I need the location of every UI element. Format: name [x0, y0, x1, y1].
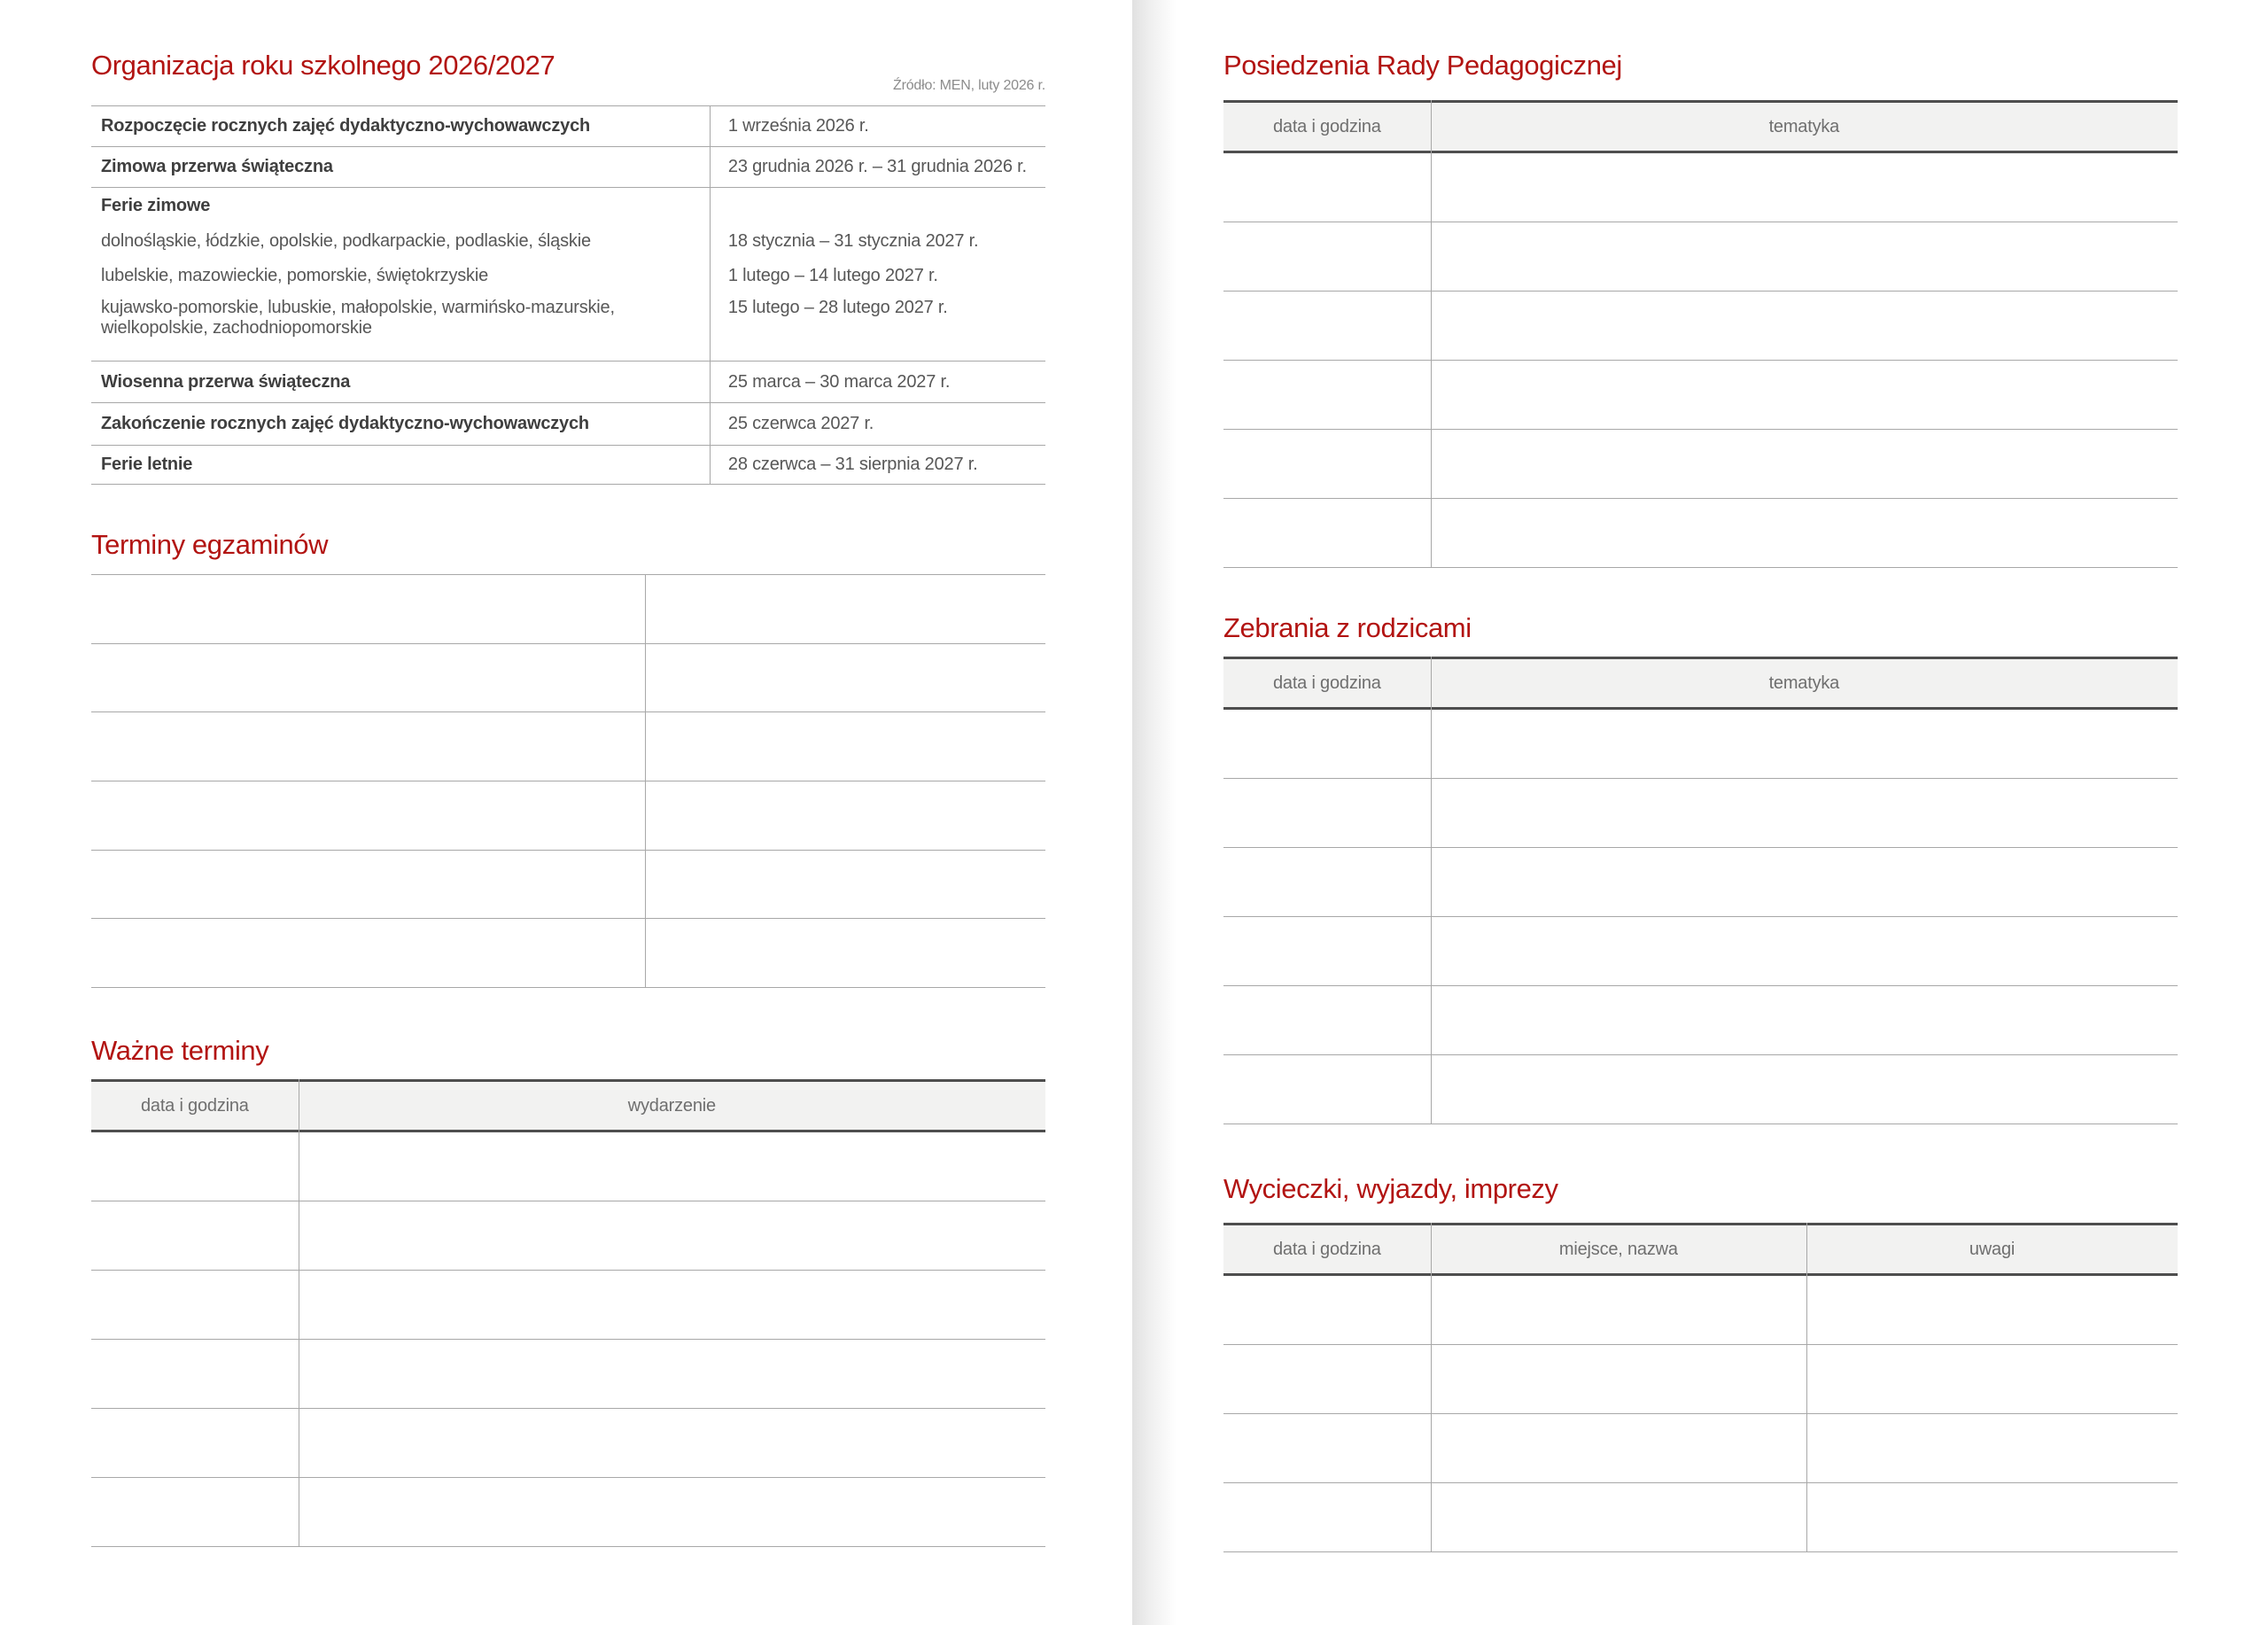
empty-row	[1223, 1345, 2178, 1414]
empty-row	[1223, 917, 2178, 986]
table-row	[91, 188, 1045, 224]
section-title-parent-meetings: Zebrania z rodzicami	[1223, 612, 1472, 643]
section-title-important-dates: Ważne terminy	[91, 1035, 269, 1066]
empty-row	[1223, 986, 2178, 1055]
empty-row	[91, 919, 1045, 988]
empty-row	[1223, 361, 2178, 430]
empty-row	[1223, 1414, 2178, 1483]
table-header-cell: miejsce, nazwa	[1558, 1239, 1678, 1259]
empty-row	[1223, 848, 2178, 917]
schedule-label: Wiosenna przerwa świąteczna	[101, 371, 351, 392]
empty-row	[1223, 222, 2178, 292]
table-header-cell: uwagi	[1969, 1239, 2016, 1259]
schedule-date	[710, 188, 1045, 224]
schedule-date: 25 marca – 30 marca 2027 r.	[727, 371, 951, 392]
schedule-date: 1 lutego – 14 lutego 2027 r.	[727, 265, 938, 285]
table-row	[91, 446, 1045, 485]
table-row	[91, 106, 1045, 147]
empty-row	[91, 1409, 1045, 1478]
schedule-label: Ferie zimowe	[101, 196, 211, 215]
schedule-date: 28 czerwca – 31 sierpnia 2027 r.	[727, 455, 978, 474]
table-header-cell: data i godzina	[1272, 116, 1381, 136]
empty-row	[91, 851, 1045, 920]
section-title-trips: Wycieczki, wyjazdy, imprezy	[1223, 1173, 1558, 1204]
empty-row	[1223, 1483, 2178, 1552]
empty-row	[91, 1478, 1045, 1547]
page-left	[91, 0, 1045, 1625]
schedule-date: 18 stycznia – 31 stycznia 2027 r.	[727, 231, 979, 251]
trips-table	[1223, 1223, 2178, 1552]
schedule-date: 1 września 2026 r.	[727, 116, 869, 136]
schedule-date: 23 grudnia 2026 r. – 31 grudnia 2026 r.	[727, 157, 1027, 176]
column-divider	[1431, 657, 1432, 1124]
schedule-label: lubelskie, mazowieckie, pomorskie, świętokrzyskie	[101, 265, 489, 285]
empty-row	[91, 712, 1045, 781]
schedule-label: Rozpoczęcie rocznych zajęć dydaktyczno-wychowawczych	[101, 116, 591, 136]
table-row	[91, 362, 1045, 403]
empty-row	[91, 1340, 1045, 1409]
table-header-cell: wydarzenie	[627, 1095, 716, 1116]
empty-row	[1223, 1276, 2178, 1345]
empty-row	[1223, 499, 2178, 568]
parent-meetings-table	[1223, 657, 2178, 1124]
empty-row	[91, 781, 1045, 851]
table-header-row	[91, 1079, 1045, 1132]
schedule-label: Zimowa przerwa świąteczna	[101, 157, 333, 176]
schedule-label: Ferie letnie	[101, 455, 193, 474]
school-year-table	[91, 105, 1045, 485]
exams-table	[91, 574, 1045, 988]
empty-row	[1223, 1055, 2178, 1124]
table-header-cell: data i godzina	[140, 1095, 249, 1116]
empty-row	[1223, 292, 2178, 361]
empty-row	[1223, 153, 2178, 222]
schedule-date: 15 lutego – 28 lutego 2027 r.	[727, 298, 948, 317]
table-header-cell: tematyka	[1768, 116, 1840, 136]
column-divider	[1431, 1223, 1432, 1552]
table-header-cell: tematyka	[1768, 673, 1840, 693]
empty-row	[91, 1271, 1045, 1340]
section-title-exams: Terminy egzaminów	[91, 529, 329, 560]
empty-row	[1223, 710, 2178, 779]
schedule-label: kujawsko-pomorskie, lubuskie, małopolskie, warmińsko-mazurskie, wielkopolskie, zachodniopomorskie	[101, 298, 615, 338]
table-row	[91, 292, 1045, 361]
column-divider	[1431, 100, 1432, 568]
column-divider	[645, 575, 646, 988]
page-gutter-shadow	[1132, 0, 1177, 1625]
table-row	[91, 224, 1045, 259]
source-note: Źródło: MEN, luty 2026 r.	[893, 78, 1045, 93]
table-row-group-winter-break	[91, 188, 1045, 362]
empty-row	[1223, 779, 2178, 848]
table-header-row	[1223, 100, 2178, 153]
table-row	[91, 403, 1045, 446]
table-header-row	[1223, 657, 2178, 710]
page-right	[1223, 0, 2178, 1625]
table-row	[91, 147, 1045, 188]
empty-row	[1223, 430, 2178, 499]
schedule-label: Zakończenie rocznych zajęć dydaktyczno-wychowawczych	[101, 414, 589, 433]
table-header-cell: data i godzina	[1272, 1239, 1381, 1259]
important-dates-table	[91, 1079, 1045, 1547]
column-divider	[1806, 1223, 1807, 1552]
section-title-school-year: Organizacja roku szkolnego 2026/2027	[91, 50, 555, 81]
table-header-row	[1223, 1223, 2178, 1276]
section-title-board-meetings: Posiedzenia Rady Pedagogicznej	[1223, 50, 1622, 81]
board-meetings-table	[1223, 100, 2178, 568]
empty-row	[91, 644, 1045, 713]
empty-row	[91, 1201, 1045, 1271]
empty-row	[91, 575, 1045, 644]
column-divider	[710, 106, 711, 485]
schedule-label: dolnośląskie, łódzkie, opolskie, podkarpackie, podlaskie, śląskie	[101, 231, 591, 251]
schedule-date: 25 czerwca 2027 r.	[727, 414, 874, 433]
empty-row	[91, 1132, 1045, 1201]
table-header-cell: data i godzina	[1272, 673, 1381, 693]
table-row	[91, 259, 1045, 292]
